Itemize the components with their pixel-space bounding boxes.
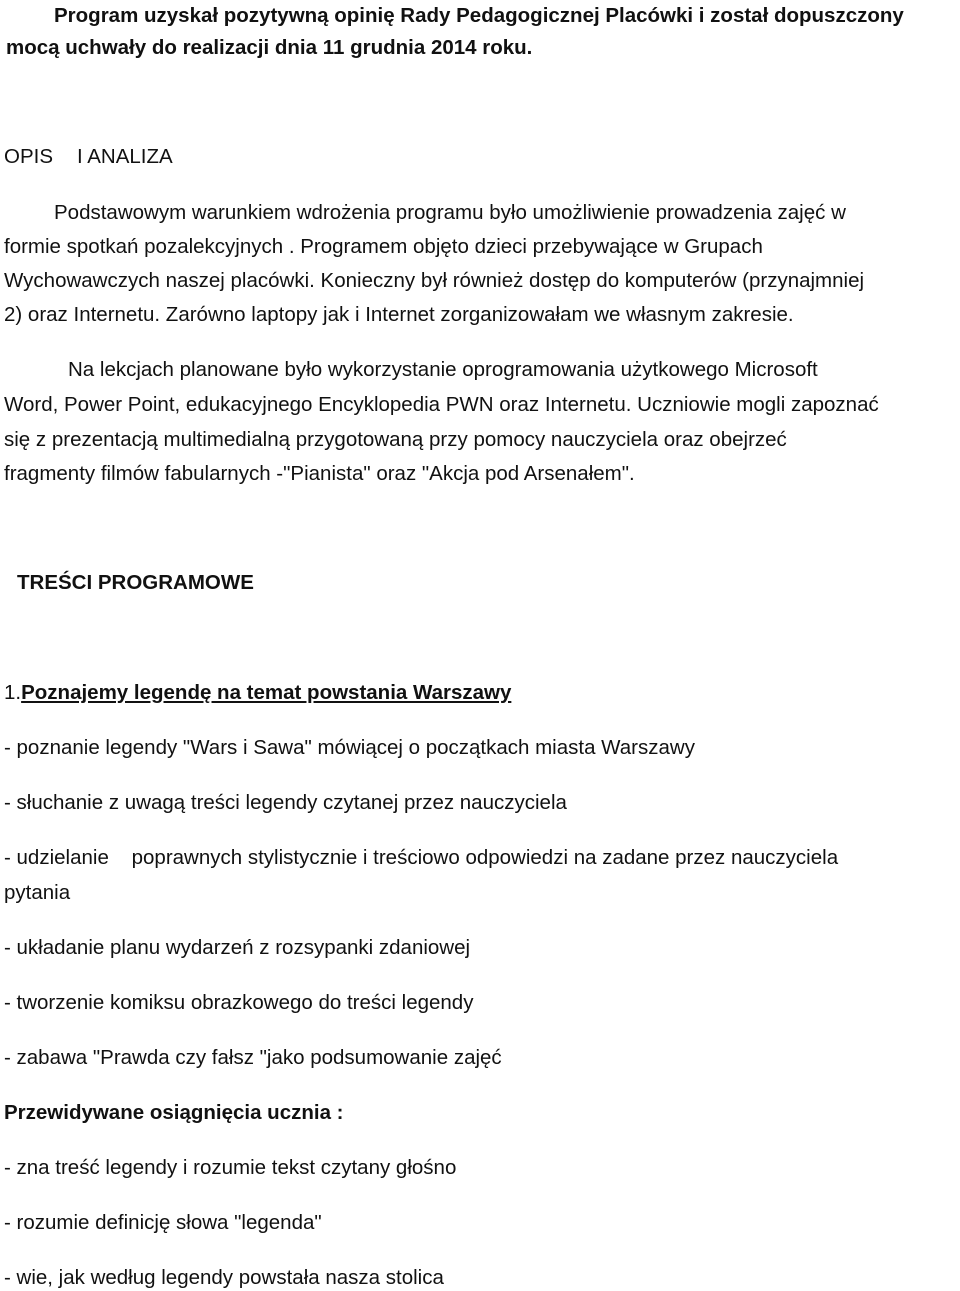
topic-title-row (4, 680, 511, 706)
list-item-continuation: pytania (4, 881, 71, 904)
topic-title: Poznajemy legendę na temat powstania Warszawy (21, 681, 512, 704)
outcome-item: - zna treść legendy i rozumie tekst czytany głośno (4, 1156, 457, 1179)
approval-line-1: Program uzyskał pozytywną opinię Rady Pedagogicznej Placówki i został dopuszczony (54, 4, 904, 27)
list-item: - słuchanie z uwagą treści legendy czytanej przez nauczyciela (4, 791, 567, 814)
opis-paragraph-2-line: się z prezentacją multimedialną przygotowaną przy pomocy nauczyciela oraz obejrzeć (4, 428, 787, 451)
list-item: - udzielanie poprawnych stylistycznie i treściowo odpowiedzi na zadane przez nauczyciela (4, 846, 839, 869)
outcome-item: - rozumie definicję słowa "legenda" (4, 1211, 322, 1234)
section-heading-tresci: TREŚCI PROGRAMOWE (17, 571, 254, 594)
opis-paragraph-1-line: Podstawowym warunkiem wdrożenia programu było umożliwienie prowadzenia zajęć w (54, 201, 846, 224)
opis-paragraph-1-line: Wychowawczych naszej placówki. Konieczny był również dostęp do komputerów (przynajmniej (4, 269, 865, 292)
list-item: - zabawa "Prawda czy fałsz "jako podsumowanie zajęć (4, 1046, 502, 1069)
section-heading-opis: OPIS (4, 145, 53, 168)
opis-paragraph-1-line: 2) oraz Internetu. Zarówno laptopy jak i Internet zorganizowałam we własnym zakresie. (4, 303, 794, 326)
opis-paragraph-2-line: Word, Power Point, edukacyjnego Encyklopedia PWN oraz Internetu. Uczniowie mogli zapoznać (4, 393, 879, 416)
section-heading-analiza: I ANALIZA (77, 145, 173, 168)
topic-number: 1. (4, 681, 22, 704)
outcomes-heading: Przewidywane osiągnięcia ucznia : (4, 1101, 344, 1124)
opis-paragraph-2-line: fragmenty filmów fabularnych -"Pianista" oraz "Akcja pod Arsenałem". (4, 462, 635, 485)
approval-line-2: mocą uchwały do realizacji dnia 11 grudnia 2014 roku. (6, 36, 533, 59)
list-item: - poznanie legendy "Wars i Sawa" mówiącej o początkach miasta Warszawy (4, 736, 695, 759)
opis-paragraph-1-line: formie spotkań pozalekcyjnych . Programem objęto dzieci przebywające w Grupach (4, 235, 763, 258)
list-item: - układanie planu wydarzeń z rozsypanki zdaniowej (4, 936, 471, 959)
outcome-item: - wie, jak według legendy powstała nasza stolica (4, 1266, 444, 1289)
list-item: - tworzenie komiksu obrazkowego do treści legendy (4, 991, 474, 1014)
opis-paragraph-2-line: Na lekcjach planowane było wykorzystanie oprogramowania użytkowego Microsoft (68, 358, 818, 381)
